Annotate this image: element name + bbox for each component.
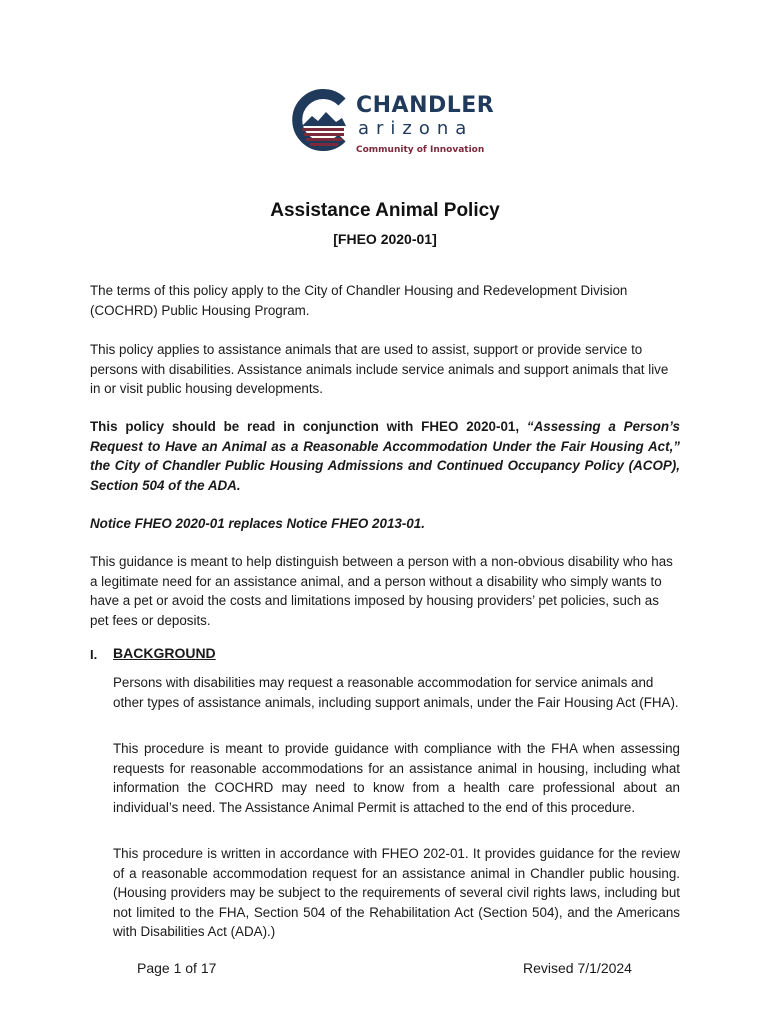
paragraph-scope: The terms of this policy apply to the City of Chandler Housing and Redevelopment Division (COCHRD) Public Housing Program. xyxy=(90,283,628,318)
policy-code: [FHEO 2020-01] xyxy=(333,231,437,247)
paragraph-conjunction xyxy=(90,417,680,495)
logo-state-name: arizona xyxy=(358,118,474,139)
paragraph-notice: Notice FHEO 2020-01 replaces Notice FHEO 2013-01. xyxy=(90,516,425,531)
page-title: Assistance Animal Policy xyxy=(270,200,500,221)
background-paragraph-1: Persons with disabilities may request a reasonable accommodation for service animals and other types of assistance animals, including support animals, under the Fair Housing Act (FHA). xyxy=(113,675,679,710)
chandler-mark-icon xyxy=(292,88,356,152)
background-paragraph-2: This procedure is meant to provide guidance with compliance with the FHA when assessing requests for reasonable accommodations for an assistance animal in housing, including what information the COCHRD may need to know from a health care professional about an individual’s need. The Assistance Animal Permit is attached to the end of this procedure. xyxy=(113,741,680,815)
logo-city-name: CHANDLER xyxy=(356,93,495,118)
conjunction-lead: This policy should be read in conjunction with FHEO 2020-01, xyxy=(90,419,527,434)
logo-tagline: Community of Innovation xyxy=(356,145,485,155)
paragraph-guidance: This guidance is meant to help distinguish between a person with a non-obvious disability who has a legitimate need for an assistance animal, and a person without a disability who simply wants to have a pet or avoid the costs and limitations imposed by housing providers’ pet policies, such as pet fees or deposits. xyxy=(90,554,673,628)
conjunction-reference: “Assessing a Person’s Request to Have an Animal as a Reasonable Accommodation Under the Fair Housing Act,” the City of Chandler Public Housing Admissions and Continued Occupancy Policy (ACOP), Section 504 of the ADA. xyxy=(90,419,680,493)
section-title: BACKGROUND xyxy=(113,645,216,661)
footer-page-number: Page 1 of 17 xyxy=(137,960,217,976)
background-paragraph-3: This procedure is written in accordance with FHEO 202-01. It provides guidance for the review of a reasonable accommodation request for an assistance animal in Chandler public housing. (Housing providers may be subject to the requirements of several civil rights laws, including but not limited to the FHA, Section 504 of the Rehabilitation Act (Section 504), and the Americans with Disabilities Act (ADA).) xyxy=(113,846,680,939)
footer-revised-date: Revised 7/1/2024 xyxy=(523,960,632,976)
chandler-logo xyxy=(292,88,495,160)
section-number: I. xyxy=(90,647,98,662)
paragraph-applies: This policy applies to assistance animals that are used to assist, support or provide service to persons with disabilities. Assistance animals include service animals and support animals that live in or visit public housing developments. xyxy=(90,342,669,396)
